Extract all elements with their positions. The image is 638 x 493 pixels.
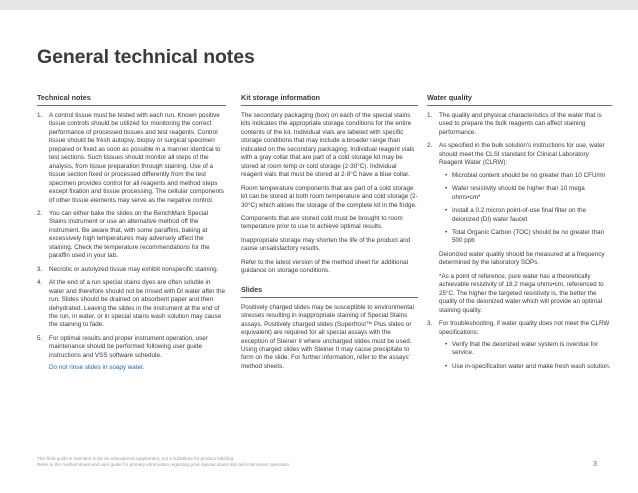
bullet-item bbox=[439, 229, 612, 246]
list-item bbox=[37, 335, 226, 373]
list-item bbox=[37, 210, 226, 261]
page-number: 3 bbox=[593, 461, 597, 468]
item-number: 2. bbox=[37, 209, 43, 217]
water-quality-heading: Water quality bbox=[427, 93, 472, 102]
water-quality-note: Deionized water quality should be measured at a frequency determined by the laboratory SOPs. bbox=[439, 250, 605, 267]
item-text: At the end of a run special stains dyes are often soluble in water and therefore should not be rinsed with DI water after the run. Slides should be drained on absorbent paper and then dehydrated. Leaving the slides in the instrument at the end of the run, in water, or in special stains wash solution may cause the staining to fade. bbox=[49, 279, 226, 329]
item-text: Necrotic or autolyzed tissue may exhibit nonspecific staining. bbox=[49, 265, 219, 273]
item-number: 4. bbox=[37, 279, 43, 287]
heading-divider bbox=[241, 297, 418, 298]
list-item bbox=[427, 142, 612, 246]
storage-paragraph: The secondary packaging (box) on each of the special stains kits indicates the appropriate storage conditions for the entire contents of the kit. Individual vials are labeled with specific storage conditions that may include a broader range than indicated on the secondary packaging. Individual reagent vials with a gray collar that are part of a cold storage kit may be stored at room temp or cold storage (2-30°C). Individual reagent vials that must be stored at 2-8°C have a blue collar. bbox=[241, 112, 415, 179]
clrw-requirements-list bbox=[439, 172, 612, 246]
list-item bbox=[427, 320, 612, 371]
list-item bbox=[37, 266, 226, 274]
page-title: General technical notes bbox=[37, 46, 255, 68]
storage-paragraph: Inappropriate storage may shorten the life of the product and cause unsatisfactory results. bbox=[241, 236, 411, 253]
troubleshooting-bullets bbox=[439, 341, 612, 371]
footer-reference: Refer to the method sheet and user guide for primary information regarding your special stains kits and instrument operation bbox=[37, 462, 290, 467]
bullet-icon: • bbox=[445, 185, 448, 193]
footer-disclaimer: This field guide is intended to be an educational supplement, not a substitute for product labeling. bbox=[37, 456, 235, 461]
slides-section bbox=[241, 285, 418, 372]
item-text: The quality and physical characteristics of the water that is used to prepare the bulk reagents can affect staining performance. bbox=[439, 112, 602, 136]
bullet-text: Install a 0.2 micron point-of-use final filter on the deionized (DI) water faucet bbox=[452, 207, 587, 223]
bullet-item bbox=[439, 207, 612, 224]
list-item bbox=[37, 279, 226, 330]
item-number: 3. bbox=[427, 320, 433, 328]
bullet-text: Total Organic Carbon (TOC) should be no greater than 500 ppb bbox=[452, 228, 605, 245]
item-text: As specified in the bulk solution's instructions for use, water should meet the CLSI standard for Clinical Laboratory Reagent Water (CLRW): bbox=[439, 142, 605, 167]
bullet-icon: • bbox=[445, 228, 448, 236]
bullet-text: Verify that the deionized water system is overdue for service. bbox=[452, 340, 598, 357]
bullet-icon: • bbox=[445, 207, 448, 215]
resistivity-footnote: *As a point of reference, pure water has a theoretically achievable resistivity of 18.2 mega ohms•cm, referenced to 25°C. The higher the targeted resistivity is, the better the quality of the deionized water which will provide an optimal staining quality. bbox=[439, 272, 604, 314]
bullet-icon: • bbox=[445, 340, 448, 348]
bullet-item bbox=[439, 185, 612, 202]
technical-notes-column bbox=[37, 93, 226, 378]
item-number: 1. bbox=[427, 112, 433, 119]
top-banner bbox=[0, 0, 638, 10]
heading-divider bbox=[241, 105, 418, 106]
bullet-text: Use in-specification water and make fresh wash solution. bbox=[452, 362, 611, 370]
bullet-item bbox=[439, 363, 612, 371]
item-text: A control tissue must be tested with each run. Known positive tissue controls should be utilized for monitoring the correct performance of processed tissues and test reagents. Control tissue should be fresh autopsy, biopsy or surgical specimen prepared or fixed as soon as possible in a manner identical to test sections. Such tissues should monitor all steps of the analysis, from tissue preparation through staining. Use of a tissue section fixed or processed differently from the test specimen provides control for all reagents and method steps except fixation and tissue processing. The cellular components of other tissue elements may serve as the negative control. bbox=[49, 112, 224, 204]
item-number: 5. bbox=[37, 334, 43, 342]
technical-notes-heading: Technical notes bbox=[37, 93, 91, 102]
water-quality-list bbox=[427, 112, 612, 246]
item-text: For troubleshooting, if water quality does not meet the CLRW specifications: bbox=[439, 320, 610, 336]
item-number: 1. bbox=[37, 112, 43, 119]
item-number: 3. bbox=[37, 265, 43, 273]
item-number: 2. bbox=[427, 142, 433, 150]
list-item bbox=[37, 112, 226, 205]
list-item bbox=[427, 112, 612, 137]
bullet-text: Water resistivity should be higher than 10 mega ohms•cm* bbox=[452, 185, 585, 201]
heading-divider bbox=[37, 105, 226, 106]
technical-notes-list bbox=[37, 112, 226, 373]
troubleshooting-list bbox=[427, 320, 612, 371]
soapy-water-warning: Do not rinse slides in soapy water. bbox=[49, 364, 145, 372]
water-quality-column bbox=[427, 93, 612, 376]
bullet-text: Microbial content should be no greater than 10 CFU/ml bbox=[452, 171, 605, 179]
storage-paragraph: Components that are stored cold must be brought to room temperature prior to use to achieve optimal results. bbox=[241, 214, 403, 231]
slides-heading: Slides bbox=[241, 284, 263, 294]
bullet-item bbox=[439, 172, 612, 180]
bullet-icon: • bbox=[445, 171, 448, 179]
item-text: For optimal results and proper instrument operation, user maintenance should be performed following user guide instructions and VSS software schedule. bbox=[49, 334, 208, 359]
kit-storage-column bbox=[241, 93, 418, 376]
heading-divider bbox=[427, 105, 612, 106]
item-text: You can either bake the slides on the BenchMark Special Stains instrument or use an alternative method off the instrument. Be aware that, with some paraffins, baking at excessively high temperatures may adversely affect the staining. Check the temperature recommendations for the paraffin used in your lab. bbox=[49, 209, 210, 260]
storage-paragraph: Room temperature components that are part of a cold storage kit can be stored at both room temperature and cold storage (2-30°C) which allows the storage of the complete kit in the fridge. bbox=[241, 184, 418, 209]
bullet-item bbox=[439, 341, 612, 358]
page-footer bbox=[37, 456, 457, 468]
slides-paragraph: Positively charged slides may be susceptible to environmental stresses resulting in inappropriate staining of Special Stains assays. Positively charged slides (Superfrost™ Plus slides or equivalent) are required for all special assays with the exception of Steiner II where uncharged slides must be used. Using charged slides with Steiner II may cause precipitate to form on the slide. For further information, refer to the assays' method sheets. bbox=[241, 303, 414, 370]
storage-paragraph: Refer to the latest version of the method sheet for additional guidance on storage conditions. bbox=[241, 258, 408, 275]
kit-storage-heading: Kit storage information bbox=[241, 93, 321, 102]
bullet-icon: • bbox=[445, 362, 448, 370]
